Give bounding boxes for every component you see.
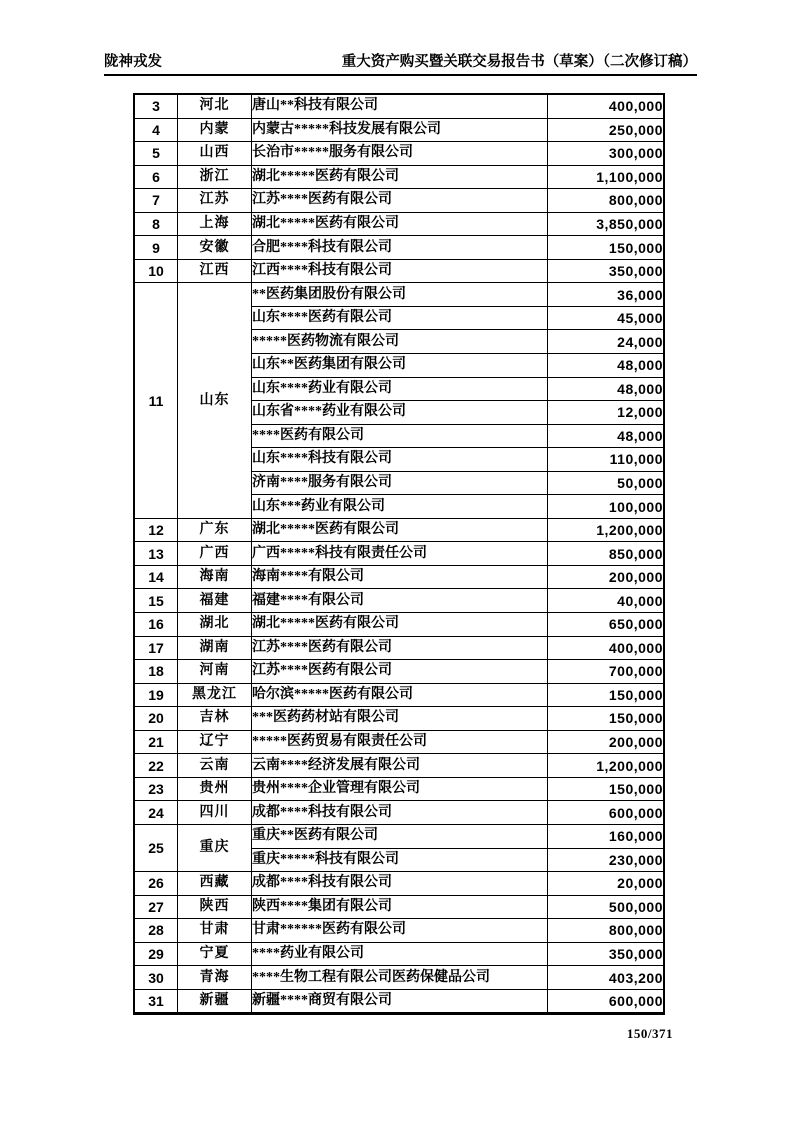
row-number-cell: 17 <box>134 636 178 660</box>
province-cell: 河北 <box>178 94 252 118</box>
province-cell: 西藏 <box>178 872 252 896</box>
table-row <box>134 707 664 731</box>
amount-cell: 150,000 <box>548 236 665 260</box>
row-number-cell: 7 <box>134 189 178 213</box>
row-number-cell: 23 <box>134 777 178 801</box>
province-cell: 江苏 <box>178 189 252 213</box>
table-row <box>134 589 664 613</box>
province-cell: 上海 <box>178 212 252 236</box>
amount-cell: 3,850,000 <box>548 212 665 236</box>
company-cell: *****医药物流有限公司 <box>252 330 548 354</box>
amount-cell: 400,000 <box>548 94 665 118</box>
shareholders-table-body <box>134 94 664 1014</box>
company-cell: 成都****科技有限公司 <box>252 801 548 825</box>
shareholders-table <box>133 93 665 1015</box>
company-cell: 湖北*****医药有限公司 <box>252 518 548 542</box>
company-cell: 湖北*****医药有限公司 <box>252 165 548 189</box>
amount-cell: 600,000 <box>548 989 665 1014</box>
table-row <box>134 754 664 778</box>
page-header <box>104 50 697 76</box>
company-cell: 长治市*****服务有限公司 <box>252 142 548 166</box>
row-number-cell: 20 <box>134 707 178 731</box>
amount-cell: 350,000 <box>548 259 665 283</box>
row-number-cell: 24 <box>134 801 178 825</box>
province-cell: 四川 <box>178 801 252 825</box>
table-row <box>134 966 664 990</box>
company-cell: 江西****科技有限公司 <box>252 259 548 283</box>
amount-cell: 1,200,000 <box>548 754 665 778</box>
table-row <box>134 259 664 283</box>
amount-cell: 50,000 <box>548 471 665 495</box>
province-cell: 青海 <box>178 966 252 990</box>
table-row <box>134 801 664 825</box>
row-number-cell: 13 <box>134 542 178 566</box>
amount-cell: 300,000 <box>548 142 665 166</box>
page-number: 150/371 <box>626 1026 673 1041</box>
company-cell: 江苏****医药有限公司 <box>252 636 548 660</box>
amount-cell: 12,000 <box>548 401 665 425</box>
row-number-cell: 11 <box>134 283 178 518</box>
table-row <box>134 777 664 801</box>
row-number-cell: 22 <box>134 754 178 778</box>
amount-cell: 24,000 <box>548 330 665 354</box>
table-row <box>134 824 664 848</box>
row-number-cell: 19 <box>134 683 178 707</box>
row-number-cell: 25 <box>134 824 178 871</box>
company-cell: ***医药药材站有限公司 <box>252 707 548 731</box>
amount-cell: 150,000 <box>548 777 665 801</box>
company-cell: 湖北*****医药有限公司 <box>252 613 548 637</box>
table-row <box>134 212 664 236</box>
table-row <box>134 895 664 919</box>
amount-cell: 160,000 <box>548 824 665 848</box>
header-left-title: 陇神戎发 <box>104 54 162 70</box>
amount-cell: 700,000 <box>548 660 665 684</box>
table-row <box>134 683 664 707</box>
province-cell: 河南 <box>178 660 252 684</box>
table-row <box>134 189 664 213</box>
company-cell: 山东**医药集团有限公司 <box>252 354 548 378</box>
province-cell: 广东 <box>178 518 252 542</box>
company-cell: 成都****科技有限公司 <box>252 872 548 896</box>
amount-cell: 230,000 <box>548 848 665 872</box>
row-number-cell: 3 <box>134 94 178 118</box>
amount-cell: 200,000 <box>548 565 665 589</box>
row-number-cell: 14 <box>134 565 178 589</box>
amount-cell: 850,000 <box>548 542 665 566</box>
company-cell: 福建****有限公司 <box>252 589 548 613</box>
company-cell: 内蒙古*****科技发展有限公司 <box>252 118 548 142</box>
company-cell: *****医药贸易有限责任公司 <box>252 730 548 754</box>
company-cell: ****医药有限公司 <box>252 424 548 448</box>
amount-cell: 800,000 <box>548 919 665 943</box>
company-cell: ****生物工程有限公司医药保健品公司 <box>252 966 548 990</box>
company-cell: 海南****有限公司 <box>252 565 548 589</box>
company-cell: 云南****经济发展有限公司 <box>252 754 548 778</box>
row-number-cell: 12 <box>134 518 178 542</box>
amount-cell: 40,000 <box>548 589 665 613</box>
amount-cell: 200,000 <box>548 730 665 754</box>
table-row <box>134 236 664 260</box>
province-cell: 湖南 <box>178 636 252 660</box>
company-cell: 陕西****集团有限公司 <box>252 895 548 919</box>
company-cell: 哈尔滨*****医药有限公司 <box>252 683 548 707</box>
amount-cell: 250,000 <box>548 118 665 142</box>
province-cell: 山东 <box>178 283 252 518</box>
company-cell: 合肥****科技有限公司 <box>252 236 548 260</box>
province-cell: 陕西 <box>178 895 252 919</box>
row-number-cell: 8 <box>134 212 178 236</box>
company-cell: 甘肃******医药有限公司 <box>252 919 548 943</box>
province-cell: 宁夏 <box>178 942 252 966</box>
amount-cell: 500,000 <box>548 895 665 919</box>
amount-cell: 650,000 <box>548 613 665 637</box>
table-row <box>134 94 664 118</box>
header-right-title: 重大资产购买暨关联交易报告书（草案）（二次修订稿） <box>341 54 697 70</box>
table-row <box>134 919 664 943</box>
table-row <box>134 613 664 637</box>
table-row <box>134 565 664 589</box>
company-cell: ****药业有限公司 <box>252 942 548 966</box>
table-row <box>134 730 664 754</box>
amount-cell: 48,000 <box>548 377 665 401</box>
company-cell: 山东****药业有限公司 <box>252 377 548 401</box>
table-row <box>134 660 664 684</box>
company-cell: 济南****服务有限公司 <box>252 471 548 495</box>
amount-cell: 403,200 <box>548 966 665 990</box>
province-cell: 贵州 <box>178 777 252 801</box>
province-cell: 云南 <box>178 754 252 778</box>
row-number-cell: 4 <box>134 118 178 142</box>
amount-cell: 600,000 <box>548 801 665 825</box>
table-row <box>134 872 664 896</box>
company-cell: 山东****医药有限公司 <box>252 306 548 330</box>
amount-cell: 36,000 <box>548 283 665 307</box>
amount-cell: 800,000 <box>548 189 665 213</box>
table-row <box>134 118 664 142</box>
province-cell: 安徽 <box>178 236 252 260</box>
province-cell: 湖北 <box>178 613 252 637</box>
table-row <box>134 142 664 166</box>
company-cell: 新疆****商贸有限公司 <box>252 989 548 1014</box>
company-cell: 山东***药业有限公司 <box>252 495 548 519</box>
province-cell: 福建 <box>178 589 252 613</box>
province-cell: 黑龙江 <box>178 683 252 707</box>
amount-cell: 350,000 <box>548 942 665 966</box>
province-cell: 新疆 <box>178 989 252 1014</box>
amount-cell: 1,100,000 <box>548 165 665 189</box>
amount-cell: 150,000 <box>548 707 665 731</box>
company-cell: **医药集团股份有限公司 <box>252 283 548 307</box>
row-number-cell: 30 <box>134 966 178 990</box>
amount-cell: 110,000 <box>548 448 665 472</box>
company-cell: 贵州****企业管理有限公司 <box>252 777 548 801</box>
row-number-cell: 21 <box>134 730 178 754</box>
province-cell: 辽宁 <box>178 730 252 754</box>
amount-cell: 100,000 <box>548 495 665 519</box>
table-row <box>134 518 664 542</box>
company-cell: 湖北*****医药有限公司 <box>252 212 548 236</box>
amount-cell: 48,000 <box>548 354 665 378</box>
province-cell: 广西 <box>178 542 252 566</box>
province-cell: 浙江 <box>178 165 252 189</box>
company-cell: 山东省****药业有限公司 <box>252 401 548 425</box>
amount-cell: 1,200,000 <box>548 518 665 542</box>
province-cell: 吉林 <box>178 707 252 731</box>
row-number-cell: 5 <box>134 142 178 166</box>
row-number-cell: 15 <box>134 589 178 613</box>
row-number-cell: 26 <box>134 872 178 896</box>
row-number-cell: 29 <box>134 942 178 966</box>
province-cell: 甘肃 <box>178 919 252 943</box>
amount-cell: 400,000 <box>548 636 665 660</box>
row-number-cell: 27 <box>134 895 178 919</box>
table-row <box>134 165 664 189</box>
amount-cell: 150,000 <box>548 683 665 707</box>
table-row <box>134 283 664 307</box>
province-cell: 江西 <box>178 259 252 283</box>
row-number-cell: 9 <box>134 236 178 260</box>
company-cell: 江苏****医药有限公司 <box>252 189 548 213</box>
province-cell: 内蒙 <box>178 118 252 142</box>
amount-cell: 45,000 <box>548 306 665 330</box>
table-row <box>134 636 664 660</box>
table-row <box>134 942 664 966</box>
row-number-cell: 10 <box>134 259 178 283</box>
row-number-cell: 16 <box>134 613 178 637</box>
row-number-cell: 31 <box>134 989 178 1014</box>
row-number-cell: 6 <box>134 165 178 189</box>
amount-cell: 20,000 <box>548 872 665 896</box>
company-cell: 广西*****科技有限责任公司 <box>252 542 548 566</box>
row-number-cell: 28 <box>134 919 178 943</box>
row-number-cell: 18 <box>134 660 178 684</box>
province-cell: 重庆 <box>178 824 252 871</box>
company-cell: 唐山**科技有限公司 <box>252 94 548 118</box>
province-cell: 海南 <box>178 565 252 589</box>
company-cell: 山东****科技有限公司 <box>252 448 548 472</box>
table-row <box>134 542 664 566</box>
company-cell: 重庆*****科技有限公司 <box>252 848 548 872</box>
table-row <box>134 989 664 1014</box>
amount-cell: 48,000 <box>548 424 665 448</box>
company-cell: 江苏****医药有限公司 <box>252 660 548 684</box>
province-cell: 山西 <box>178 142 252 166</box>
company-cell: 重庆**医药有限公司 <box>252 824 548 848</box>
